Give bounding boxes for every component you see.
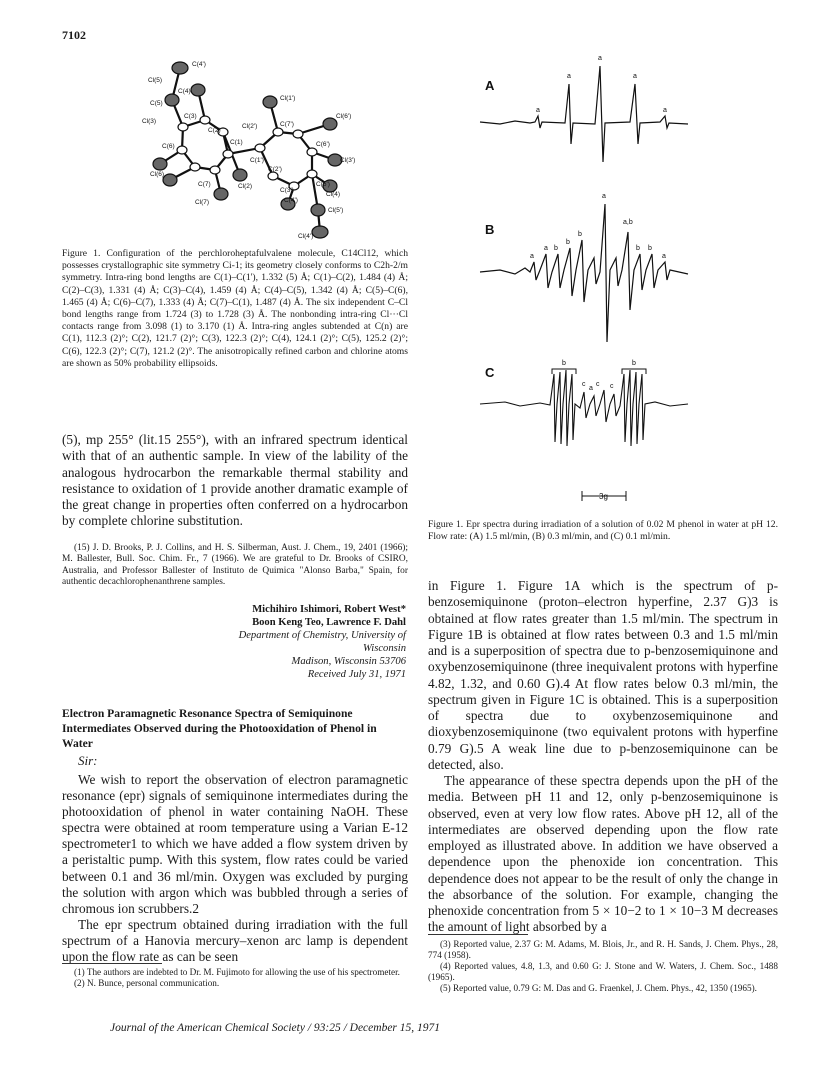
atom-label: Cl(5) <box>148 77 163 84</box>
footnotes-left <box>62 967 408 989</box>
panel-label-c: C <box>485 365 495 380</box>
atom-label: C(5') <box>316 181 330 188</box>
epr-spectra-figure <box>460 44 760 519</box>
atom-label: C(6) <box>162 143 175 150</box>
atom-label: C(1') <box>250 157 264 164</box>
reference-15: (15) J. D. Brooks, P. J. Collins, and H. S. Silberman, Aust. J. Chem., 19, 2401 (1966); M. Ballester, Bull. Soc. Chim. Fr., 7 (1966). We are grateful to Dr. Brooks of CSIRO, Australia, and Professor Ballester of Instituto de Quimica "Alonso Barba," Spain, for authentic decachlorophenanthrene samples. <box>62 543 408 588</box>
footnote-divider <box>62 963 162 964</box>
footnotes-right <box>428 939 778 994</box>
peak-label-b: b <box>554 245 558 252</box>
atom-label: C(7') <box>280 121 294 128</box>
atom-label: C(4') <box>192 61 206 68</box>
atom-label: C(3') <box>280 187 294 194</box>
spectrum-a-trace <box>480 66 688 162</box>
atom-label: C(2') <box>268 166 282 173</box>
salutation: Sir: <box>78 753 98 768</box>
footnote: (4) Reported values, 4.8, 1.3, and 0.60 G: J. Stone and W. Waters, J. Chem. Soc., 1488 (1965). <box>428 961 778 982</box>
bracket-b-left <box>552 369 576 374</box>
body-paragraph: The epr spectrum obtained during irradiation with the full spectrum of a Hanovia mercury–xenon arc lamp is dependent upon the flow rate as can be seen <box>62 916 408 965</box>
atom-label: Cl(7) <box>195 199 210 206</box>
atom-label: Cl(6') <box>336 113 352 120</box>
peak-label-a: a <box>598 55 602 62</box>
author-names-1: Michihiro Ishimori, Robert West* <box>252 604 406 615</box>
atom-label: C(1) <box>230 139 243 146</box>
received-date: Received July 31, 1971 <box>307 669 406 680</box>
molecule-structure-figure <box>120 52 380 242</box>
peak-label-b: b <box>648 245 652 252</box>
page-number: 7102 <box>62 28 86 42</box>
atom-label: Cl(4) <box>326 191 341 198</box>
peak-label-b: b <box>566 239 570 246</box>
panel-label-a: A <box>485 78 495 93</box>
atom-label: C(5) <box>150 100 163 107</box>
atom-label: Cl(2) <box>238 183 253 190</box>
scale-bar-label: 3g <box>599 492 608 501</box>
authors-block <box>200 603 406 681</box>
peak-label-b: b <box>632 360 636 367</box>
atom-label: C(4) <box>178 88 191 95</box>
atom-label: Cl(6) <box>150 171 165 178</box>
peak-label-a: a <box>530 253 534 260</box>
peak-label-a: a <box>544 245 548 252</box>
peak-label-ab: a,b <box>623 219 633 226</box>
bracket-b-right <box>622 369 646 374</box>
molecule-figure-caption: Figure 1. Configuration of the perchloroheptafulvalene molecule, C14Cl12, which possesses crystallographic site symmetry Ci-1; its geometry closely conforms to C2h-2/m symmetry. Intra-ring bond lengths are C(1)–C(1'), 1.332 (5) Å; C(1)–C(2), 1.484 (4) Å; C(2)–C(3), 1.331 (4) Å; C(3)–C(4), 1.459 (4) Å; C(4)–C(5), 1.342 (4) Å; C(5)–C(6), 1.465 (4) Å; C(6)–C(7), 1.333 (4) Å; C(7)–C(1), 1.487 (4) Å. The six independent C–Cl bond lengths range from 1.724 (3) to 1.728 (3) Å. The nonbonding intra-ring Cl···Cl contacts range from 3.098 (1) to 3.170 (1) Å. Intra-ring angles subtended at C(n) are C(1), 112.3 (2)°; C(2), 121.7 (2)°; C(3), 122.3 (2)°; C(4), 124.1 (2)°; C(5), 125.2 (2)°; C(6), 122.3 (2)°; C(7), 121.2 (2)°. The anisotropically refined carbon and chlorine atoms are shown as 50% probability ellipsoids. <box>62 248 408 369</box>
peak-label-b: b <box>578 231 582 238</box>
body-paragraph: The appearance of these spectra depends upon the pH of the media. Between pH 11 and 12, only p-benzosemiquinone is observed, even at very low flow rates. Above pH 12, all of the intermediates are observed depending upon the flow rate employed as illustrated above. In addition we have observed a dependence upon the phenoxide ion concentration. This dependence does not appear to be the result of only the change in the absorbance of the solution. For example, changing the phenoxide concentration from 5 × 10−2 to 1 × 10−3 M decreases the amount of light absorbed by a <box>428 773 778 935</box>
epr-figure-caption: Figure 1. Epr spectra during irradiation of a solution of 0.02 M phenol in water at pH 12. Flow rate: (A) 1.5 ml/min, (B) 0.3 ml/min, and (C) 0.1 ml/min. <box>428 519 778 543</box>
peak-label-b: b <box>562 360 566 367</box>
body-paragraph: in Figure 1. Figure 1A which is the spectrum of p-benzosemiquinone (proton–electron hyperfine, 2.37 G)3 is obtained at flow rates greater than 1.5 ml/min. The spectrum in Figure 1B is obtained at flow rates between 0.3 and 1.5 ml/min and is a superposition of spectra due to p-benzosemiquinone and oxybenzosemiquinone (three inequivalent protons with hyperfine 4.82, 1.32, and 0.60 G).4 At flow rates below 0.3 ml/min, the spectrum given in Figure 1C is obtained. This is a superposition of spectra due to oxybenzosemiquinone and dioxybenzosemiquinone (two equivalent protons with hyperfine 0.79 G).5 A weak line due to p-benzosemiquinone can be detected, also. <box>428 578 778 772</box>
atom-label: Cl(3) <box>142 118 157 125</box>
article-body-left <box>62 772 408 965</box>
author-names-2: Boon Keng Teo, Lawrence F. Dahl <box>252 617 406 628</box>
affiliation-line-1: Department of Chemistry, University of Wisconsin <box>238 630 406 654</box>
atom-label: C(3) <box>184 113 197 120</box>
spectrum-b-trace <box>480 204 688 342</box>
affiliation-line-2: Madison, Wisconsin 53706 <box>291 656 406 667</box>
footnote: (2) N. Bunce, personal communication. <box>74 978 220 988</box>
atom-label: Cl(2') <box>242 123 258 130</box>
peak-label-a: a <box>589 385 593 392</box>
atom-label: C(4') <box>284 197 298 204</box>
peak-label-b: b <box>636 245 640 252</box>
peak-label-a: a <box>633 73 637 80</box>
footnote: (5) Reported value, 0.79 G: M. Das and G. Fraenkel, J. Chem. Phys., 42, 1350 (1965). <box>440 983 757 993</box>
article-title: Electron Paramagnetic Resonance Spectra of Semiquinone Intermediates Observed during the Photooxidation of Phenol in Water <box>62 707 377 750</box>
peak-label-c: c <box>582 381 586 388</box>
body-paragraph: We wish to report the observation of electron paramagnetic resonance (epr) signals of semiquinone intermediates during the photooxidation of phenol in water containing NaOH. These spectra were obtained at room temperature using a Varian E-12 spectrometer1 to which we have added a flow system driven by a peristaltic pump. With this system, flow rates could be varied between 0.1 and 36 ml/min. Oxygen was excluded by purging the solution with argon which was bubbled through a series of chromous ion scrubbers.2 <box>62 772 408 916</box>
atom-label: Cl(4') <box>298 233 314 240</box>
footnote: (1) The authors are indebted to Dr. M. Fujimoto for allowing the use of his spectrometer. <box>74 967 400 977</box>
atom-label: Cl(1') <box>280 95 296 102</box>
peak-label-a: a <box>536 107 540 114</box>
panel-label-b: B <box>485 222 495 237</box>
peak-label-c: c <box>610 383 614 390</box>
atom-label: Cl(5') <box>328 207 344 214</box>
atom-label: Cl(3') <box>340 157 356 164</box>
footnote: (3) Reported value, 2.37 G: M. Adams, M. Blois, Jr., and R. H. Sands, J. Chem. Phys., 28, 774 (1958). <box>428 939 778 960</box>
peak-label-a: a <box>662 253 666 260</box>
article-body-right <box>428 578 778 936</box>
peak-label-a: a <box>602 193 606 200</box>
footnote-divider <box>428 934 528 935</box>
journal-footer: Journal of the American Chemical Society / 93:25 / December 15, 1971 <box>110 1022 441 1034</box>
peak-label-c: c <box>596 381 600 388</box>
atom-label: C(7) <box>198 181 211 188</box>
body-paragraph: (5), mp 255° (lit.15 255°), with an infrared spectrum identical with that of an authentic sample. In view of the lability of the analogous hydrocarbon the remarkable thermal stability and resistance to oxidation of 1 provide another dramatic example of the great change in properties often conferred on a hydrocarbon by complete chlorine substitution. <box>62 432 408 529</box>
atom-label: C(6') <box>316 141 330 148</box>
peak-label-a: a <box>663 107 667 114</box>
atom-label: C(2) <box>208 127 221 134</box>
peak-label-a: a <box>567 73 571 80</box>
